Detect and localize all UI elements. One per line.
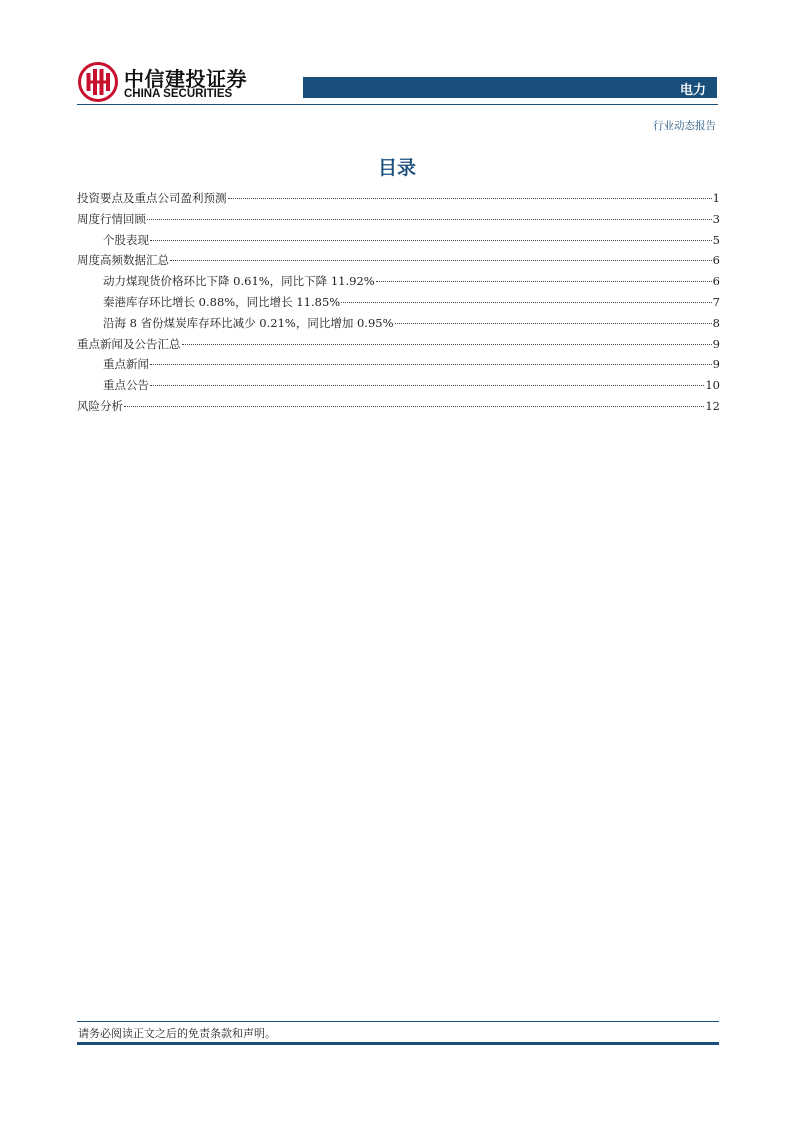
toc-dot-leader: [150, 240, 712, 241]
toc-entry-page: 12: [705, 398, 720, 413]
toc-entry-page: 6: [712, 253, 720, 268]
toc-entry-page: 3: [712, 211, 720, 226]
toc-entry-page: 9: [712, 357, 720, 372]
company-logo: [78, 62, 253, 104]
toc-entry[interactable]: [77, 211, 720, 232]
logo-chinese-name: 中信建投证券: [124, 67, 247, 91]
toc-entry-label: 沿海 8 省份煤炭库存环比减少 0.21%，同比增加 0.95%: [103, 315, 394, 330]
toc-title: 目录: [377, 157, 416, 179]
toc-entry-label: 重点新闻: [103, 357, 149, 372]
toc-entry-label: 动力煤现货价格环比下降 0.61%，同比下降 11.92%: [103, 274, 375, 289]
toc-entry-page: 10: [705, 378, 720, 393]
report-type-label: 行业动态报告: [653, 120, 716, 132]
toc-entry[interactable]: [77, 190, 720, 211]
table-of-contents: [77, 190, 720, 419]
toc-entry-page: 7: [712, 294, 720, 309]
toc-entry[interactable]: [77, 252, 720, 273]
toc-dot-leader: [150, 364, 712, 365]
toc-dot-leader: [124, 406, 704, 407]
toc-entry[interactable]: [77, 315, 720, 336]
toc-entry[interactable]: [77, 294, 720, 315]
toc-entry-page: 5: [712, 232, 720, 247]
toc-entry[interactable]: [77, 356, 720, 377]
toc-dot-leader: [170, 260, 712, 261]
footer-divider: [77, 1021, 719, 1022]
toc-entry-page: 8: [712, 315, 720, 330]
logo-english-name: CHINA SECURITIES: [124, 88, 233, 100]
toc-dot-leader: [150, 385, 704, 386]
header-divider: [77, 104, 718, 105]
toc-dot-leader: [376, 281, 712, 282]
toc-dot-leader: [147, 219, 712, 220]
toc-entry-label: 风险分析: [77, 398, 123, 413]
toc-entry-label: 秦港库存环比增长 0.88%，同比增长 11.85%: [103, 294, 341, 309]
toc-entry[interactable]: [77, 232, 720, 253]
toc-entry-page: 1: [712, 191, 720, 205]
toc-entry-label: 重点新闻及公告汇总: [77, 336, 181, 351]
toc-entry[interactable]: [77, 377, 720, 398]
toc-dot-leader: [395, 323, 712, 324]
china-securities-logo-icon: [78, 62, 118, 102]
toc-entry-label: 重点公告: [103, 378, 149, 393]
footer-bar: [77, 1042, 719, 1045]
toc-dot-leader: [341, 302, 711, 303]
toc-entry-page: 9: [712, 336, 720, 351]
toc-entry-label: 投资要点及重点公司盈利预测: [77, 191, 227, 205]
toc-entry-label: 周度高频数据汇总: [77, 253, 169, 268]
footer-disclaimer: 请务必阅读正文之后的免责条款和声明。: [78, 1027, 276, 1040]
toc-dot-leader: [182, 344, 712, 345]
toc-entry-page: 6: [712, 274, 720, 289]
toc-entry-label: 周度行情回顾: [77, 211, 146, 226]
toc-entry[interactable]: [77, 336, 720, 357]
toc-entry[interactable]: [77, 398, 720, 419]
header-sector-bar: [303, 77, 717, 98]
sector-label: 电力: [679, 83, 706, 98]
toc-entry-label: 个股表现: [103, 232, 149, 247]
toc-entry[interactable]: [77, 273, 720, 294]
toc-dot-leader: [228, 198, 712, 199]
